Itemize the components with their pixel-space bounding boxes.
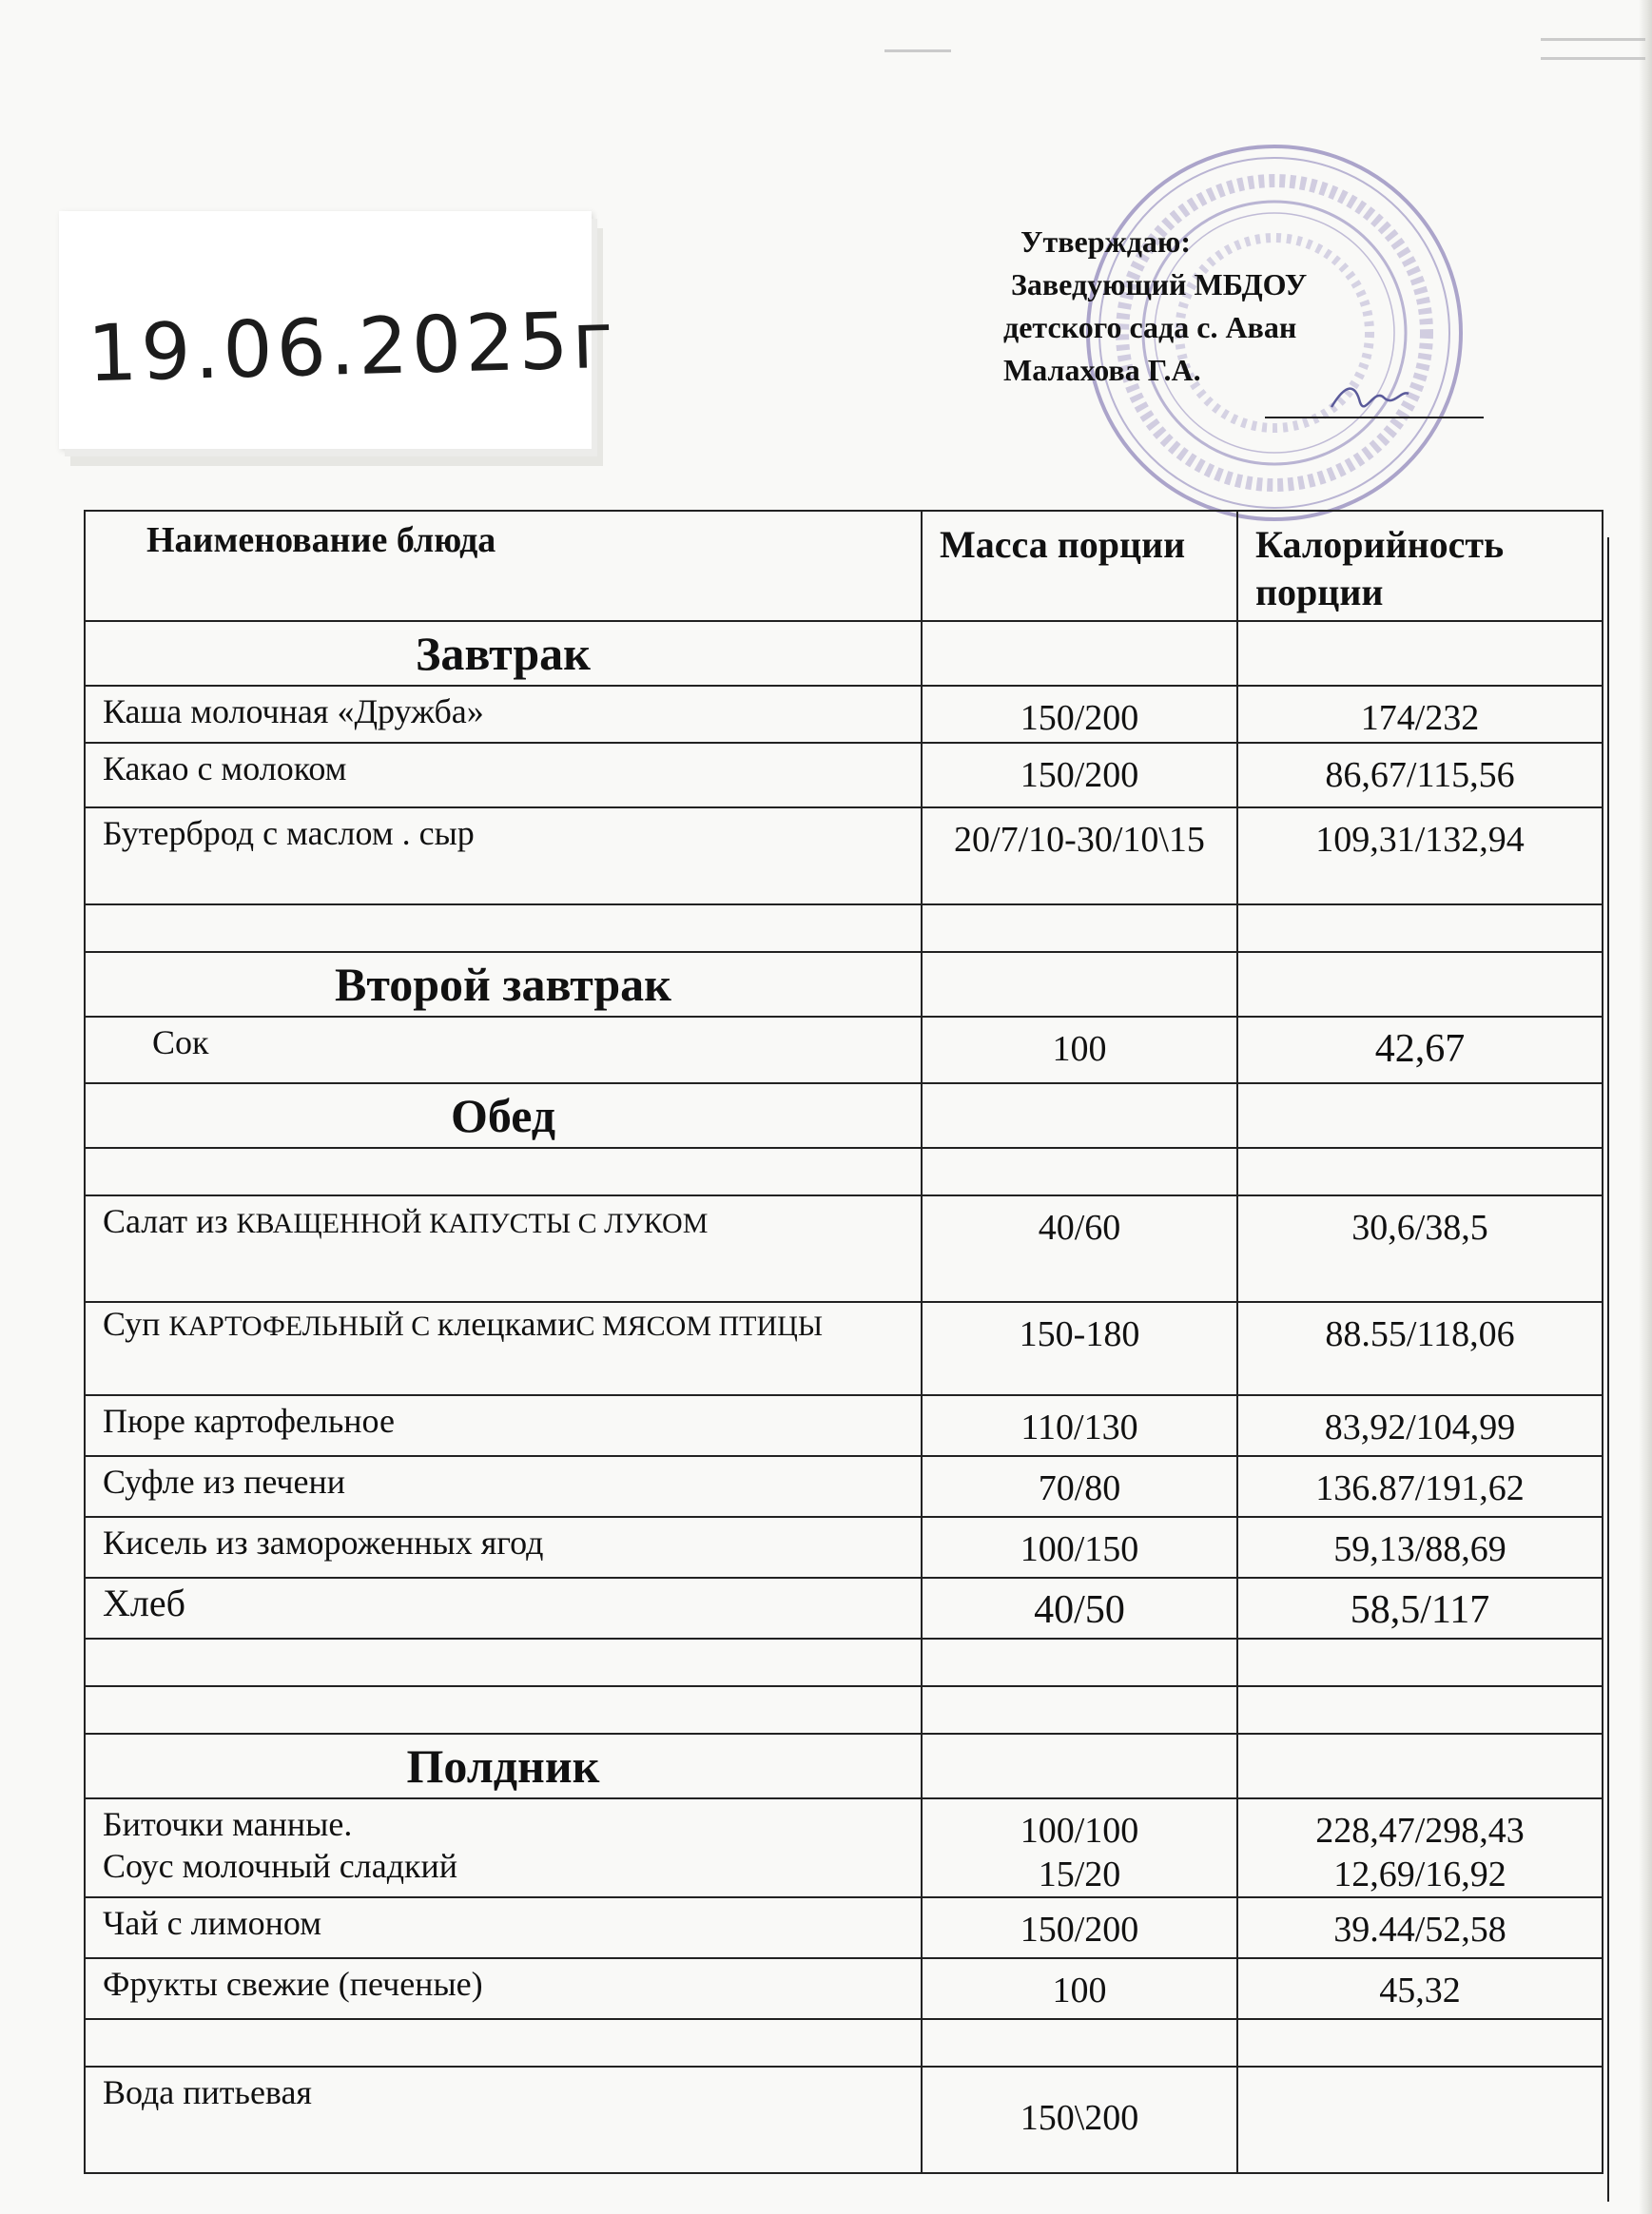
dish-name-part: клецками	[437, 1305, 576, 1343]
empty-row	[85, 1148, 1603, 1195]
dish-name-part: С МЯСОМ ПТИЦЫ	[575, 1311, 823, 1342]
empty-row	[85, 1639, 1603, 1686]
dish-name: Какао с молоком	[85, 743, 922, 807]
header-portion-calories: Калорийность порции	[1237, 511, 1603, 621]
table-row	[85, 1195, 1603, 1302]
dish-name: Пюре картофельное	[85, 1395, 922, 1456]
dish-name: Вода питьевая	[85, 2067, 922, 2173]
table-row	[85, 1517, 1603, 1578]
empty-row	[85, 2019, 1603, 2067]
section-row-breakfast	[85, 621, 1603, 686]
dish-name-part: Суп	[103, 1305, 169, 1343]
table-row	[85, 2067, 1603, 2173]
portion-calories: 42,67	[1237, 1017, 1603, 1083]
portion-calories: 59,13/88,69	[1237, 1517, 1603, 1578]
portion-mass: 150/200	[922, 686, 1237, 743]
section-row-lunch	[85, 1083, 1603, 1148]
table-row	[85, 743, 1603, 807]
table-row	[85, 1958, 1603, 2019]
table-row	[85, 1017, 1603, 1083]
approval-block	[1003, 221, 1307, 392]
table-row	[85, 686, 1603, 743]
portion-mass: 150/200	[922, 743, 1237, 807]
dish-name-part: КАРТОФЕЛЬНЫЙ С	[168, 1311, 437, 1342]
dish-name: Сок	[85, 1017, 922, 1083]
table-row	[85, 807, 1603, 904]
dish-name: Бутерброд с маслом . сыр	[85, 807, 922, 904]
header-dish-name: Наименование блюда	[85, 511, 922, 621]
portion-calories: 30,6/38,5	[1237, 1195, 1603, 1302]
dish-name	[85, 1302, 922, 1395]
portion-calories-line: 12,69/16,92	[1333, 1855, 1506, 1894]
scan-mark	[884, 49, 951, 52]
portion-calories-line: 228,47/298,43	[1315, 1811, 1525, 1851]
portion-calories	[1237, 1798, 1603, 1897]
scan-mark	[1541, 57, 1645, 60]
portion-mass: 40/50	[922, 1578, 1237, 1639]
table-row	[85, 1897, 1603, 1958]
empty-row	[85, 1686, 1603, 1734]
approval-position: Заведующий МБДОУ	[1011, 267, 1308, 301]
scan-mark	[1541, 38, 1645, 41]
signature-line	[1265, 417, 1484, 418]
portion-calories: 58,5/117	[1237, 1578, 1603, 1639]
table-row	[85, 1302, 1603, 1395]
scan-edge	[1639, 0, 1652, 2214]
dish-name-line: Биточки манные.	[103, 1805, 353, 1843]
portion-mass: 20/7/10-30/10\15	[922, 807, 1237, 904]
section-title: Полдник	[85, 1734, 922, 1798]
approval-signer: Малахова Г.А.	[1003, 353, 1201, 387]
portion-mass-line: 15/20	[1038, 1855, 1121, 1894]
dish-name: Чай с лимоном	[85, 1897, 922, 1958]
portion-calories: 86,67/115,56	[1237, 743, 1603, 807]
dish-name: Каша молочная «Дружба»	[85, 686, 922, 743]
table-row	[85, 1798, 1603, 1897]
signature	[1327, 379, 1412, 417]
section-title: Второй завтрак	[85, 952, 922, 1017]
portion-mass: 100	[922, 1017, 1237, 1083]
portion-calories: 174/232	[1237, 686, 1603, 743]
menu-table	[84, 510, 1603, 2174]
page-border-line	[1607, 537, 1610, 2202]
table-row	[85, 1456, 1603, 1517]
handwritten-date: 19.06.2025г	[86, 295, 618, 400]
portion-mass: 40/60	[922, 1195, 1237, 1302]
dish-name: Кисель из замороженных ягод	[85, 1517, 922, 1578]
portion-mass: 70/80	[922, 1456, 1237, 1517]
table-row	[85, 1578, 1603, 1639]
approval-title: Утверждаю:	[1020, 224, 1191, 259]
portion-mass	[922, 1798, 1237, 1897]
dish-name-part: КВАЩЕННОЙ КАПУСТЫ С ЛУКОМ	[236, 1208, 709, 1239]
header-portion-mass: Масса порции	[922, 511, 1237, 621]
dish-name: Хлеб	[85, 1578, 922, 1639]
section-title: Обед	[85, 1083, 922, 1148]
portion-calories: 136.87/191,62	[1237, 1456, 1603, 1517]
dish-name: Фрукты свежие (печеные)	[85, 1958, 922, 2019]
portion-mass: 150\200	[922, 2067, 1237, 2173]
portion-mass-line: 100/100	[1020, 1811, 1139, 1851]
portion-calories: 109,31/132,94	[1237, 807, 1603, 904]
dish-name	[85, 1798, 922, 1897]
section-row-second-breakfast	[85, 952, 1603, 1017]
portion-calories: 39.44/52,58	[1237, 1897, 1603, 1958]
section-row-snack	[85, 1734, 1603, 1798]
table-row	[85, 1395, 1603, 1456]
dish-name	[85, 1195, 922, 1302]
portion-calories: 45,32	[1237, 1958, 1603, 2019]
portion-mass: 150-180	[922, 1302, 1237, 1395]
dish-name: Суфле из печени	[85, 1456, 922, 1517]
portion-mass: 110/130	[922, 1395, 1237, 1456]
portion-mass: 100	[922, 1958, 1237, 2019]
empty-row	[85, 904, 1603, 952]
dish-name-part: Салат из	[103, 1202, 237, 1240]
portion-calories	[1237, 2067, 1603, 2173]
portion-mass: 100/150	[922, 1517, 1237, 1578]
portion-calories: 83,92/104,99	[1237, 1395, 1603, 1456]
section-title: Завтрак	[85, 621, 922, 686]
approval-organization: детского сада с. Аван	[1003, 310, 1297, 344]
portion-mass: 150/200	[922, 1897, 1237, 1958]
dish-name-line: Соус молочный сладкий	[103, 1847, 458, 1885]
portion-calories: 88.55/118,06	[1237, 1302, 1603, 1395]
table-header-row	[85, 511, 1603, 621]
